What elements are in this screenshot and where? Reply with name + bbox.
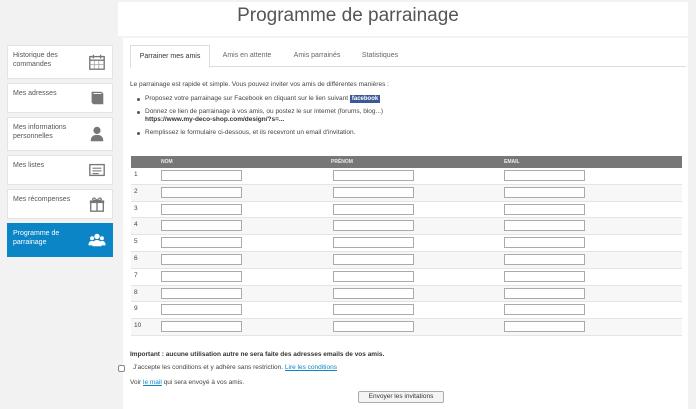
row-number: 2	[134, 187, 138, 195]
email-input[interactable]	[504, 271, 585, 282]
sidebar-item-order-history[interactable]	[7, 45, 113, 79]
preview-suffix: qui sera envoyé à vos amis.	[163, 379, 245, 386]
read-conditions-link[interactable]: Lire les conditions	[284, 364, 337, 371]
bullet-text: Donnez ce lien de parrainage à vos amis, ou postez le sur internet (forums, blog...)	[145, 108, 384, 115]
prenom-input[interactable]	[333, 321, 414, 332]
terms-label: J'accepte les conditions et y adhère sans restriction.	[133, 364, 284, 371]
calendar-icon	[88, 53, 106, 71]
list-item	[137, 129, 467, 137]
table-row	[131, 302, 682, 319]
preview-mail-link[interactable]: le mail	[143, 379, 162, 386]
send-invitations-button[interactable]: Envoyer les invitations	[358, 391, 444, 403]
row-number: 3	[134, 204, 138, 212]
sidebar-item-referral-program[interactable]	[7, 223, 113, 257]
prenom-input[interactable]	[333, 187, 414, 198]
row-number: 9	[134, 305, 138, 313]
sidebar-item-rewards[interactable]	[7, 189, 113, 219]
table-row	[131, 202, 682, 219]
column-header-prenom: PRÉNOM	[331, 159, 353, 165]
important-notice: Important : aucune utilisation autre ne sera faite des adresses emails de vos amis.	[130, 351, 385, 358]
sidebar-item-label: Mes informations personnelles	[13, 124, 67, 140]
invite-methods-list	[137, 95, 467, 142]
list-item	[137, 95, 467, 103]
nom-input[interactable]	[161, 254, 242, 265]
prenom-input[interactable]	[333, 220, 414, 231]
row-number: 1	[134, 171, 138, 178]
referral-link[interactable]: https://www.my-deco-shop.com/design/?s=...	[145, 116, 285, 123]
table-row	[131, 269, 682, 286]
column-header-email: EMAIL	[504, 159, 520, 165]
table-row	[131, 252, 682, 269]
row-number: 7	[134, 271, 138, 279]
row-number: 5	[134, 238, 138, 246]
table-row	[131, 286, 682, 303]
email-input[interactable]	[504, 204, 585, 215]
sidebar-item-personal-info[interactable]	[7, 117, 113, 151]
user-icon	[88, 125, 106, 143]
row-number: 10	[134, 322, 142, 330]
terms-text	[133, 364, 337, 371]
gift-icon	[88, 195, 106, 213]
tab-sponsored-friends[interactable]: Amis parrainés	[293, 52, 341, 59]
prenom-input[interactable]	[333, 254, 414, 265]
page-title: Programme de parrainage	[237, 5, 459, 26]
tab-bar	[130, 45, 686, 67]
email-input[interactable]	[504, 288, 585, 299]
table-row	[131, 319, 682, 336]
table-row	[131, 218, 682, 235]
tab-statistics[interactable]: Statistiques	[361, 52, 399, 59]
row-number: 4	[134, 221, 138, 229]
tab-pending-friends[interactable]: Amis en attente	[222, 52, 272, 59]
prenom-input[interactable]	[333, 271, 414, 282]
preview-mail-row	[130, 379, 244, 386]
nom-input[interactable]	[161, 204, 242, 215]
terms-checkbox[interactable]	[118, 365, 125, 372]
table-row	[131, 235, 682, 252]
preview-prefix: Voir	[130, 379, 142, 386]
sidebar-item-label: Mes adresses	[13, 90, 57, 97]
sidebar	[7, 45, 113, 261]
nom-input[interactable]	[161, 304, 242, 315]
nom-input[interactable]	[161, 321, 242, 332]
table-row	[131, 185, 682, 202]
prenom-input[interactable]	[333, 288, 414, 299]
tab-refer-friends[interactable]: Parrainer mes amis	[130, 45, 210, 68]
email-input[interactable]	[504, 321, 585, 332]
nom-input[interactable]	[161, 271, 242, 282]
email-input[interactable]	[504, 170, 585, 181]
table-header	[131, 156, 682, 168]
facebook-share-button[interactable]: facebook	[351, 96, 379, 102]
prenom-input[interactable]	[333, 170, 414, 181]
bullet-text: Remplissez le formulaire ci-dessous, et ils recevront un email d'invitation.	[145, 129, 356, 136]
book-icon	[88, 89, 106, 107]
row-number: 6	[134, 254, 138, 262]
sidebar-item-addresses[interactable]	[7, 83, 113, 113]
email-input[interactable]	[504, 187, 585, 198]
table-row	[131, 168, 682, 185]
nom-input[interactable]	[161, 237, 242, 248]
nom-input[interactable]	[161, 220, 242, 231]
prenom-input[interactable]	[333, 304, 414, 315]
nom-input[interactable]	[161, 288, 242, 299]
sidebar-item-label: Historique des commandes	[13, 52, 58, 68]
email-input[interactable]	[504, 220, 585, 231]
main-panel	[123, 38, 688, 409]
email-input[interactable]	[504, 304, 585, 315]
prenom-input[interactable]	[333, 204, 414, 215]
column-header-nom: NOM	[161, 159, 173, 165]
users-icon	[88, 231, 106, 249]
nom-input[interactable]	[161, 187, 242, 198]
bullet-text: Proposez votre parrainage sur Facebook en cliquant sur le lien suivant	[145, 95, 349, 102]
prenom-input[interactable]	[333, 237, 414, 248]
intro-text: Le parrainage est rapide et simple. Vous pouvez inviter vos amis de différentes manières :	[130, 81, 389, 88]
nom-input[interactable]	[161, 170, 242, 181]
sidebar-item-label: Mes listes	[13, 162, 45, 169]
list-item	[137, 108, 467, 124]
sidebar-item-lists[interactable]	[7, 155, 113, 185]
invite-table	[131, 156, 682, 336]
list-icon	[88, 161, 106, 179]
sidebar-item-label: Programme de parrainage	[13, 230, 60, 246]
sidebar-item-label: Mes récompenses	[13, 196, 71, 203]
email-input[interactable]	[504, 237, 585, 248]
row-number: 8	[134, 288, 138, 296]
title-bar	[0, 0, 696, 38]
email-input[interactable]	[504, 254, 585, 265]
